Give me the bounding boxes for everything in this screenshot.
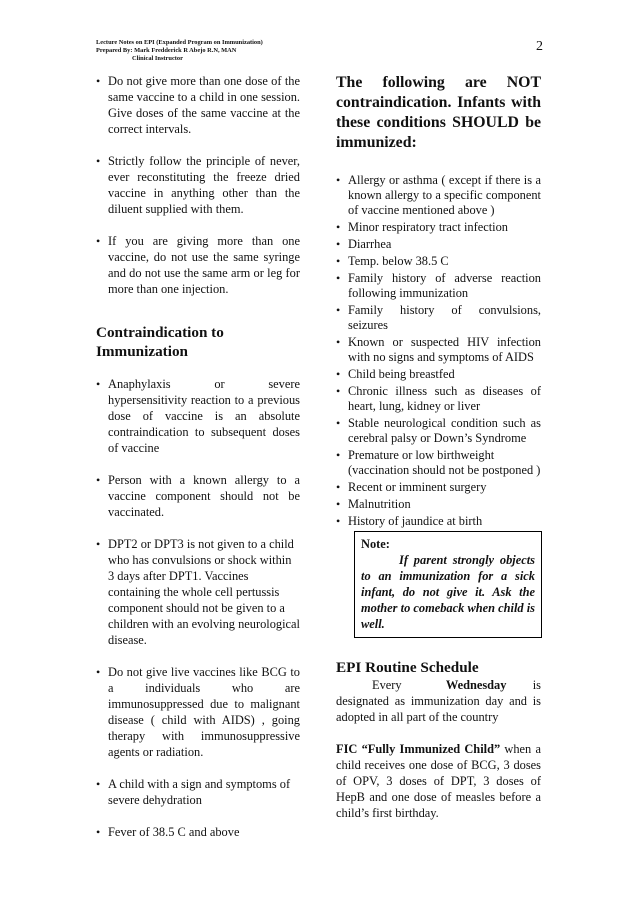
list-item: • Do not give more than one dose of the same vaccine to a child in one session. Give doses of the same vaccine at the correct intervals. [96,73,300,137]
page-number: 2 [536,39,543,54]
right-column [336,73,541,821]
schedule-paragraph [336,677,541,725]
list-item: • Recent or imminent surgery [336,480,541,495]
list-item: • History of jaundice at birth [336,514,541,529]
schedule-post: is designated as immunization day and is adopted in all part of the country [336,678,541,724]
note-box [354,531,542,638]
list-item: • Anaphylaxis or severe hypersensitivity reaction to a previous dose of vaccine is an absolute contraindication to subsequent doses of vaccine [96,376,300,456]
list-item: • Minor respiratory tract infection [336,220,541,235]
contraindication-heading: Contraindication to Immunization [96,324,224,360]
list-item: • Allergy or asthma ( except if there is a known allergy to a specific component of vaccine mentioned above ) [336,173,541,218]
running-header [96,39,263,63]
fic-paragraph [336,741,541,821]
list-item: • Malnutrition [336,497,541,512]
fic-term: FIC “Fully Immunized Child” [336,742,501,756]
list-item: • Temp. below 38.5 C [336,254,541,269]
intro-bullet-list [96,73,300,297]
list-item: • If you are giving more than one vaccine, do not use the same syringe and do not use the same arm or leg for more than one injection. [96,233,300,297]
schedule-day: Wednesday [445,678,507,692]
contraindication-list [96,376,300,840]
not-contraindication-heading: The following are NOT contraindication. Infants with these conditions SHOULD be immunized: [336,74,541,151]
not-contraindication-list [336,173,541,529]
note-title: Note: [361,537,390,551]
list-item: • Person with a known allergy to a vaccine component should not be vaccinated. [96,472,300,520]
note-text: If parent strongly objects to an immunization for a sick infant, do not give it. Ask the mother to comeback when child is well. [361,553,535,631]
schedule-heading: EPI Routine Schedule [336,659,479,676]
fic-text: when a child receives one dose of BCG, 3 doses of OPV, 3 doses of DPT, 3 doses of HepB and one dose of measles before a child’s first birthday. [336,742,541,820]
list-item: • Child being breastfed [336,367,541,382]
list-item: • Family history of adverse reaction following immunization [336,271,541,301]
list-item: • Family history of convulsions, seizures [336,303,541,333]
list-item: • DPT2 or DPT3 is not given to a child who has convulsions or shock within 3 days after DPT1. Vaccines containing the whole cell pertussis component should not be given to a children with an evolving neurological disease. [96,536,300,648]
header-author: Prepared By: Mark Fredderick R Abejo R.N, MAN [96,47,237,54]
left-column [96,73,300,840]
list-item: • Strictly follow the principle of never, ever reconstituting the freeze dried vaccine in anything other than the diluent supplied with them. [96,153,300,217]
list-item: • Stable neurological condition such as cerebral palsy or Down’s Syndrome [336,416,541,446]
list-item: • Diarrhea [336,237,541,252]
list-item: • Chronic illness such as diseases of heart, lung, kidney or liver [336,384,541,414]
list-item: • Do not give live vaccines like BCG to a individuals who are immunosuppressed due to malignant disease ( child with AIDS) , going therapy with immunosuppressive agents or radiation. [96,664,300,760]
schedule-pre: Every [372,678,420,692]
list-item: • Premature or low birthweight (vaccination should not be postponed ) [336,448,541,478]
list-item: • Fever of 38.5 C and above [96,824,300,840]
list-item: • Known or suspected HIV infection with no signs and symptoms of AIDS [336,335,541,365]
list-item: • A child with a sign and symptoms of severe dehydration [96,776,300,808]
header-title: Lecture Notes on EPI (Expanded Program on Immunization) [96,39,263,46]
header-role: Clinical Instructor [132,55,183,62]
